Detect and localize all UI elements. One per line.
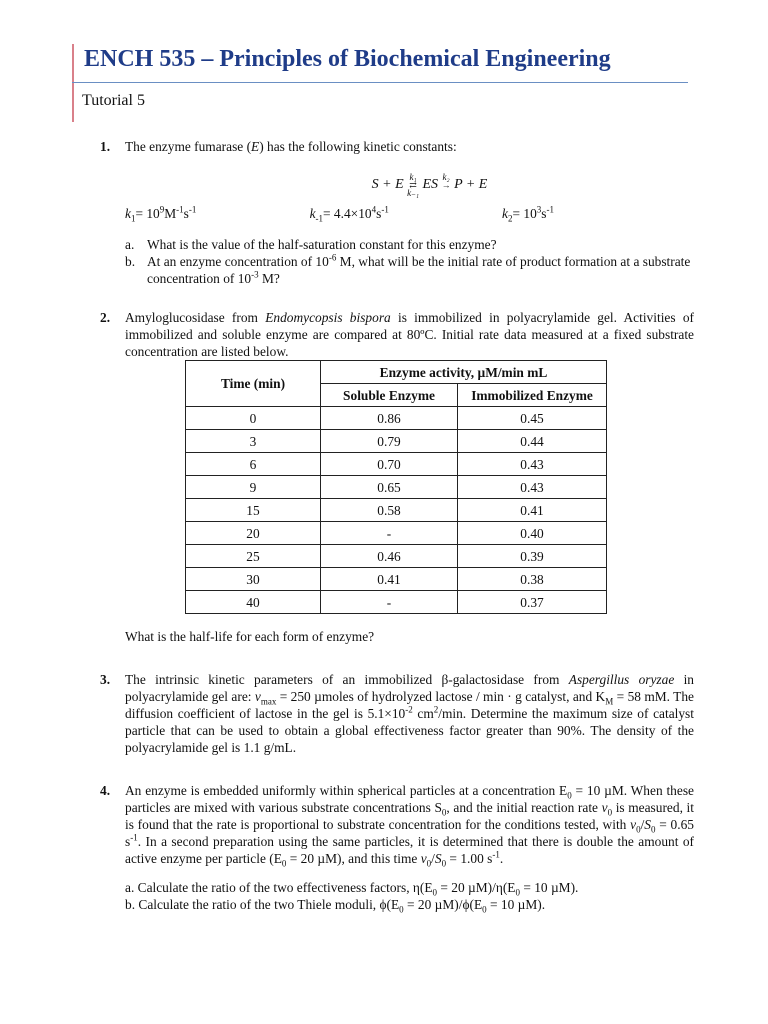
question-2 xyxy=(100,309,694,645)
cell-immobilized: 0.41 xyxy=(458,499,607,522)
cell-soluble: 0.79 xyxy=(321,430,458,453)
cell-immobilized: 0.38 xyxy=(458,568,607,591)
cell-time: 0 xyxy=(186,407,321,430)
cell-soluble: 0.70 xyxy=(321,453,458,476)
question-4b: b. Calculate the ratio of the two Thiele moduli, $\phi(E_0 = 20$ $\mu M)/\phi(E_0 = 10$ µM). xyxy=(125,897,546,915)
cell-immobilized: 0.45 xyxy=(458,407,607,430)
cell-soluble: 0.58 xyxy=(321,499,458,522)
question-3 xyxy=(100,671,694,756)
cell-time: 3 xyxy=(186,430,321,453)
table-row xyxy=(186,522,607,545)
question-number: 3. xyxy=(100,672,111,687)
cell-soluble: 0.41 xyxy=(321,568,458,591)
cell-time: 30 xyxy=(186,568,321,591)
cell-time: 15 xyxy=(186,499,321,522)
forward-arrow: k₂ → xyxy=(441,172,451,190)
table-header-group: Enzyme activity, µM/min mL xyxy=(321,361,607,384)
question-4a: a. Calculate the ratio of the two effectiveness factors, $\eta(E_0 = 20$ $\mu M)/\eta(E_0 = 10$ µM). xyxy=(125,880,579,898)
cell-time: 25 xyxy=(186,545,321,568)
subtitle-accent-bar xyxy=(72,88,74,122)
table-header-time: Time (min) xyxy=(186,361,321,407)
table-row xyxy=(186,476,607,499)
page-title: ENCH 535 – Principles of Biochemical Engineering xyxy=(84,46,611,72)
cell-immobilized: 0.43 xyxy=(458,453,607,476)
reaction-equation: S + E k₁ ⇄ k₋₁ ES k₂ → P + E xyxy=(371,172,488,198)
constant-k-minus-1: $k_{-1}= 4.4\times 10^4s^{-1}$ xyxy=(309,204,389,224)
question-4 xyxy=(100,782,694,913)
question-number: 4. xyxy=(100,783,111,798)
document-body xyxy=(100,138,694,913)
table-row xyxy=(186,591,607,614)
table-row xyxy=(186,453,607,476)
cell-immobilized: 0.37 xyxy=(458,591,607,614)
question-3-text: The intrinsic kinetic parameters of an immobilized β-galactosidase from Aspergillus oryzae in polyacrylamide gel are: $v_{max} = 250$ µmoles of hydrolyzed lactose / min · g catalyst, and $K_M = 58$ mM. The diffusion coefficient of lactose in the gel is $5.1\times 10^{-2}$ $cm^2/\min$. Determine the maximum size of catalyst particle that can be used to obtain a global effectiveness factor greater than 90%. The density of the polyacrylamide gel is 1.1 g/mL. xyxy=(125,672,694,755)
table-row xyxy=(186,407,607,430)
tutorial-label: Tutorial 5 xyxy=(82,92,145,109)
constant-k1: $k_1= 10^9M^{-1}s^{-1}$ xyxy=(125,204,197,224)
question-number: 1. xyxy=(100,139,111,154)
table-header-soluble: Soluble Enzyme xyxy=(321,384,458,407)
table-row xyxy=(186,545,607,568)
question-4-parts xyxy=(125,879,694,913)
cell-immobilized: 0.40 xyxy=(458,522,607,545)
cell-immobilized: 0.44 xyxy=(458,430,607,453)
cell-immobilized: 0.39 xyxy=(458,545,607,568)
enzyme-activity-table xyxy=(185,360,607,614)
table-row xyxy=(186,430,607,453)
cell-soluble: - xyxy=(321,591,458,614)
question-1 xyxy=(100,138,694,287)
question-1b: b. At an enzyme concentration of $10^{-6}$ M, what will be the initial rate of product formation at a substrate concentration of $10^{-3}$ M? xyxy=(125,252,691,286)
question-number: 2. xyxy=(100,310,111,325)
cell-soluble: 0.86 xyxy=(321,407,458,430)
question-2-prompt: What is the half-life for each form of enzyme? xyxy=(125,629,375,644)
reversible-arrow: k₁ ⇄ k₋₁ xyxy=(407,172,419,198)
cell-time: 20 xyxy=(186,522,321,545)
constant-k2: $k_2= 10^3s^{-1}$ xyxy=(502,204,554,224)
header-rule xyxy=(72,82,688,83)
cell-soluble: 0.46 xyxy=(321,545,458,568)
question-1-intro: The enzyme fumarase (E) has the following kinetic constants: xyxy=(125,139,457,154)
table-row xyxy=(186,568,607,591)
question-2-text: Amyloglucosidase from Endomycopsis bispora is immobilized in polyacrylamide gel. Activities of immobilized and soluble enzyme are compared at 80ºC. Initial rate data measured at a fixed substrate concentration are listed below. xyxy=(125,310,694,359)
table-header-immobilized: Immobilized Enzyme xyxy=(458,384,607,407)
kinetic-constants xyxy=(125,205,694,222)
question-1-parts xyxy=(125,236,694,287)
question-1a: a. What is the value of the half-saturation constant for this enzyme? xyxy=(125,237,497,252)
question-4-text: An enzyme is embedded uniformly within spherical particles at a concentration $E_0 = 10$ µM. When these particles are mixed with various substrate concentrations $S_0$, and the initial reaction rate $v_0$ is measured, it is found that the rate is proportional to substrate concentration for the conditions tested, with $v_0/S_0 = 0.65$ $s^{-1}$. In a second preparation using the same particles, it is determined that there is double the amount of active enzyme per particle ($E_0 = 20$ µM), and this time $v_0/S_0 = 1.00$ $s^{-1}$. xyxy=(125,783,694,869)
cell-immobilized: 0.43 xyxy=(458,476,607,499)
cell-soluble: - xyxy=(321,522,458,545)
cell-soluble: 0.65 xyxy=(321,476,458,499)
cell-time: 6 xyxy=(186,453,321,476)
table-row xyxy=(186,499,607,522)
cell-time: 9 xyxy=(186,476,321,499)
cell-time: 40 xyxy=(186,591,321,614)
